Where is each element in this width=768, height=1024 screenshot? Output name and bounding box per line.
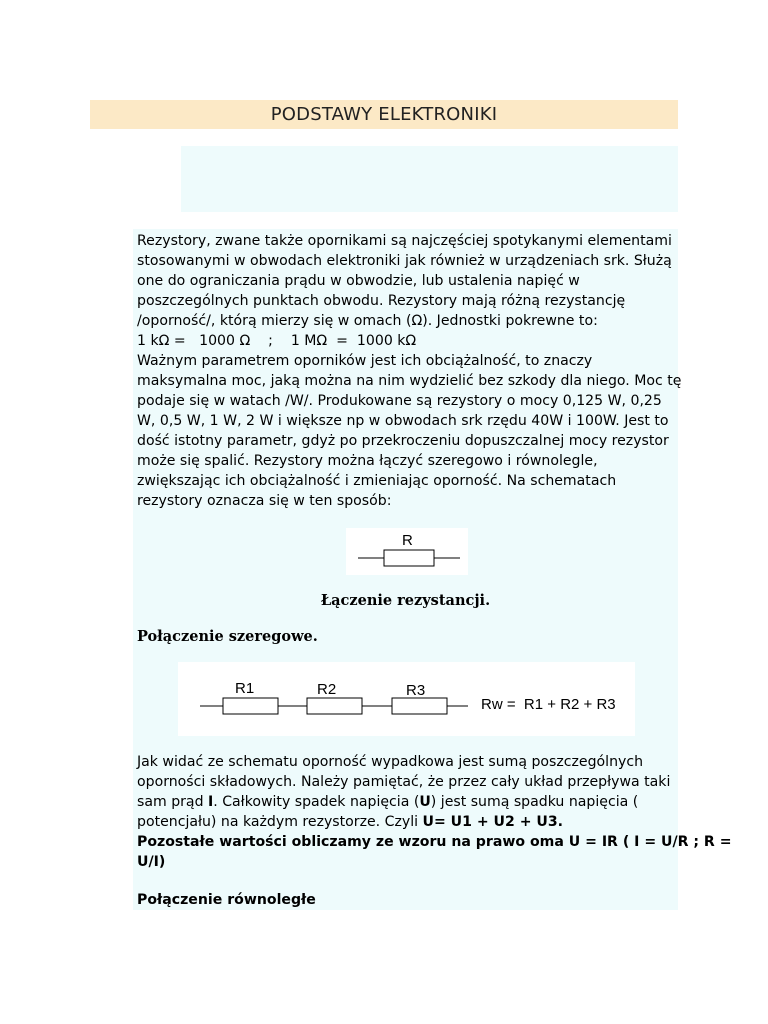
intro-line: Ważnym parametrem oporników jest ich obciążalność, to znaczy	[137, 353, 593, 369]
text-line: Jak widać ze schematu oporność wypadkowa jest sumą poszczególnych	[137, 754, 644, 770]
current-symbol: I	[208, 794, 214, 810]
text-run: . Całkowity spadek napięcia (	[213, 794, 420, 810]
ohm-law-text: U/I)	[137, 854, 166, 870]
intro-line: poszczególnych punktach obwodu. Rezystory mają różną rezystancję	[137, 293, 626, 309]
text-run: ) jest sumą spadku napięcia (	[430, 794, 639, 810]
parallel-heading: Połączenie równoległe	[137, 892, 316, 908]
intro-line: stosowanymi w obwodach elektroniki jak również w urządzeniach srk. Służą	[137, 253, 672, 269]
parallel-heading-wrap	[137, 890, 677, 910]
text-line	[137, 792, 677, 812]
voltage-symbol: U	[419, 794, 431, 810]
text-run: sam prąd	[137, 794, 208, 810]
intro-line: /oporność/, którą mierzy się w omach (Ω). Jednostki pokrewne to:	[137, 313, 598, 329]
intro-line: podaje się w watach /W/. Produkowane są rezystory o mocy 0,125 W, 0,25	[137, 393, 662, 409]
text-line	[137, 812, 677, 832]
resistor-symbol-diagram	[346, 528, 468, 575]
resistor-r3	[392, 698, 447, 714]
label-r2: R2	[317, 681, 337, 698]
text-line-bold	[137, 852, 677, 872]
voltage-formula: U= U1 + U2 + U3.	[422, 814, 564, 830]
intro-line: maksymalna moc, jaką można na nim wydzielić bez szkody dla niego. Moc tę	[137, 373, 682, 389]
intro-line: W, 0,5 W, 1 W, 2 W i większe np w obwodach srk rzędu 40W i 100W. Jest to	[137, 413, 669, 429]
label-r3: R3	[406, 682, 426, 699]
text-run: potencjału) na każdym rezystorze. Czyli	[137, 814, 423, 830]
ohm-law-text: Pozostałe wartości obliczamy ze wzoru na prawo oma U = IR ( I = U/R ; R =	[137, 834, 732, 850]
intro-line: dość istotny parametr, gdyż po przekroczeniu dopuszczalnej mocy rezystor	[137, 433, 669, 449]
resistor-r1	[223, 698, 278, 714]
intro-line: one do ograniczania prądu w obwodzie, lub ustalenia napięć w	[137, 273, 580, 289]
parallel-heading-line	[137, 890, 677, 910]
intro-line: rezystory oznacza się w ten sposób:	[137, 493, 392, 509]
section-heading: Łączenie rezystancji.	[320, 592, 491, 609]
text-line: oporności składowych. Należy pamiętać, że przez cały układ przepływa taki	[137, 774, 671, 790]
resistor-body	[384, 550, 434, 566]
document-title: PODSTAWY ELEKTRONIKI	[90, 100, 678, 129]
series-explanation	[137, 752, 732, 872]
intro-line: Rezystory, zwane także opornikami są najczęściej spotykanymi elementami	[137, 233, 672, 249]
text-line-bold	[137, 832, 732, 852]
series-circuit-diagram	[178, 662, 635, 736]
resistor-label: R	[402, 532, 413, 549]
intro-line: zwiększając ich obciążalność i zmieniając oporność. Na schematach	[137, 473, 617, 489]
empty-banner-box	[181, 146, 678, 212]
resistor-r2	[307, 698, 362, 714]
intro-paragraph	[137, 231, 682, 511]
intro-line: 1 kΩ = 1000 Ω ; 1 MΩ = 1000 kΩ	[137, 333, 417, 349]
label-r1: R1	[235, 680, 255, 697]
series-formula: Rw = R1 + R2 + R3	[481, 696, 616, 713]
series-heading: Połączenie szeregowe.	[137, 628, 318, 645]
intro-line: może się spalić. Rezystory można łączyć szeregowo i równolegle,	[137, 453, 598, 469]
